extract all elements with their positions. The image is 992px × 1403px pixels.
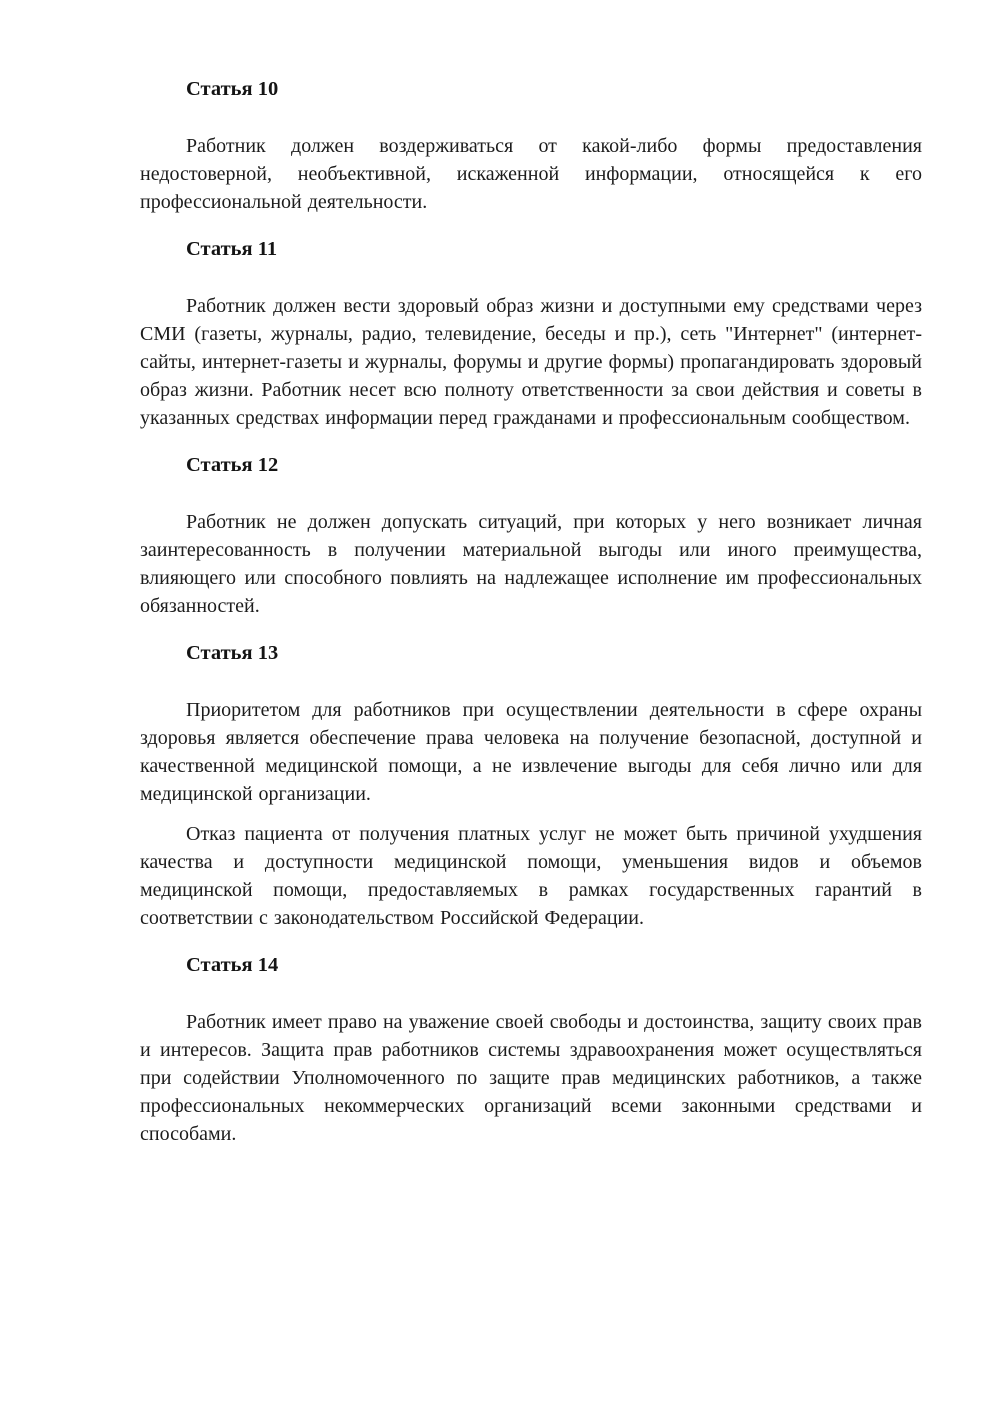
article-14-paragraph: Работник имеет право на уважение своей свободы и достоинства, защиту своих прав и интересов. Защита прав работников системы здравоохранения может осуществляться при содействии Уполномоченного по защите прав медицинских работников, а также профессиональных некоммерческих организаций всеми законными средствами и способами. — [140, 1011, 922, 1145]
article-14-heading: Статья 14 — [186, 954, 279, 976]
article-12-paragraph: Работник не должен допускать ситуаций, при которых у него возникает личная заинтересованность в получении материальной выгоды или иного преимущества, влияющего или способного повлиять на надлежащее исполнение им профессиональных обязанностей. — [140, 511, 922, 617]
article-12-section — [140, 444, 922, 620]
article-11-section — [140, 228, 922, 432]
article-10-section — [140, 78, 922, 216]
article-11-paragraph: Работник должен вести здоровый образ жизни и доступными ему средствами через СМИ (газеты, журналы, радио, телевидение, беседы и пр.), сеть "Интернет" (интернет-сайты, интернет-газеты и журналы, форумы и другие формы) пропагандировать здоровый образ жизни. Работник несет всю полноту ответственности за свои действия и советы в указанных средствах информации перед гражданами и профессиональным сообществом. — [140, 295, 922, 429]
article-13-paragraph-2: Отказ пациента от получения платных услуг не может быть причиной ухудшения качества и доступности медицинской помощи, уменьшения видов и объемов медицинской помощи, предоставляемых в рамках государственных гарантий в соответствии с законодательством Российской Федерации. — [140, 823, 922, 929]
article-13-section — [140, 632, 922, 932]
article-12-heading: Статья 12 — [186, 454, 279, 476]
article-11-heading: Статья 11 — [186, 238, 278, 260]
article-10-paragraph: Работник должен воздерживаться от какой-либо формы предоставления недостоверной, необъективной, искаженной информации, относящейся к его профессиональной деятельности. — [140, 135, 922, 213]
article-13-paragraph-1: Приоритетом для работников при осуществлении деятельности в сфере охраны здоровья является обеспечение права человека на получение безопасной, доступной и качественной медицинской помощи, а не извлечение выгоды для себя лично или для медицинской организации. — [140, 699, 922, 805]
article-13-heading: Статья 13 — [186, 642, 279, 664]
article-10-heading: Статья 10 — [186, 78, 279, 100]
article-14-section — [140, 944, 922, 1148]
